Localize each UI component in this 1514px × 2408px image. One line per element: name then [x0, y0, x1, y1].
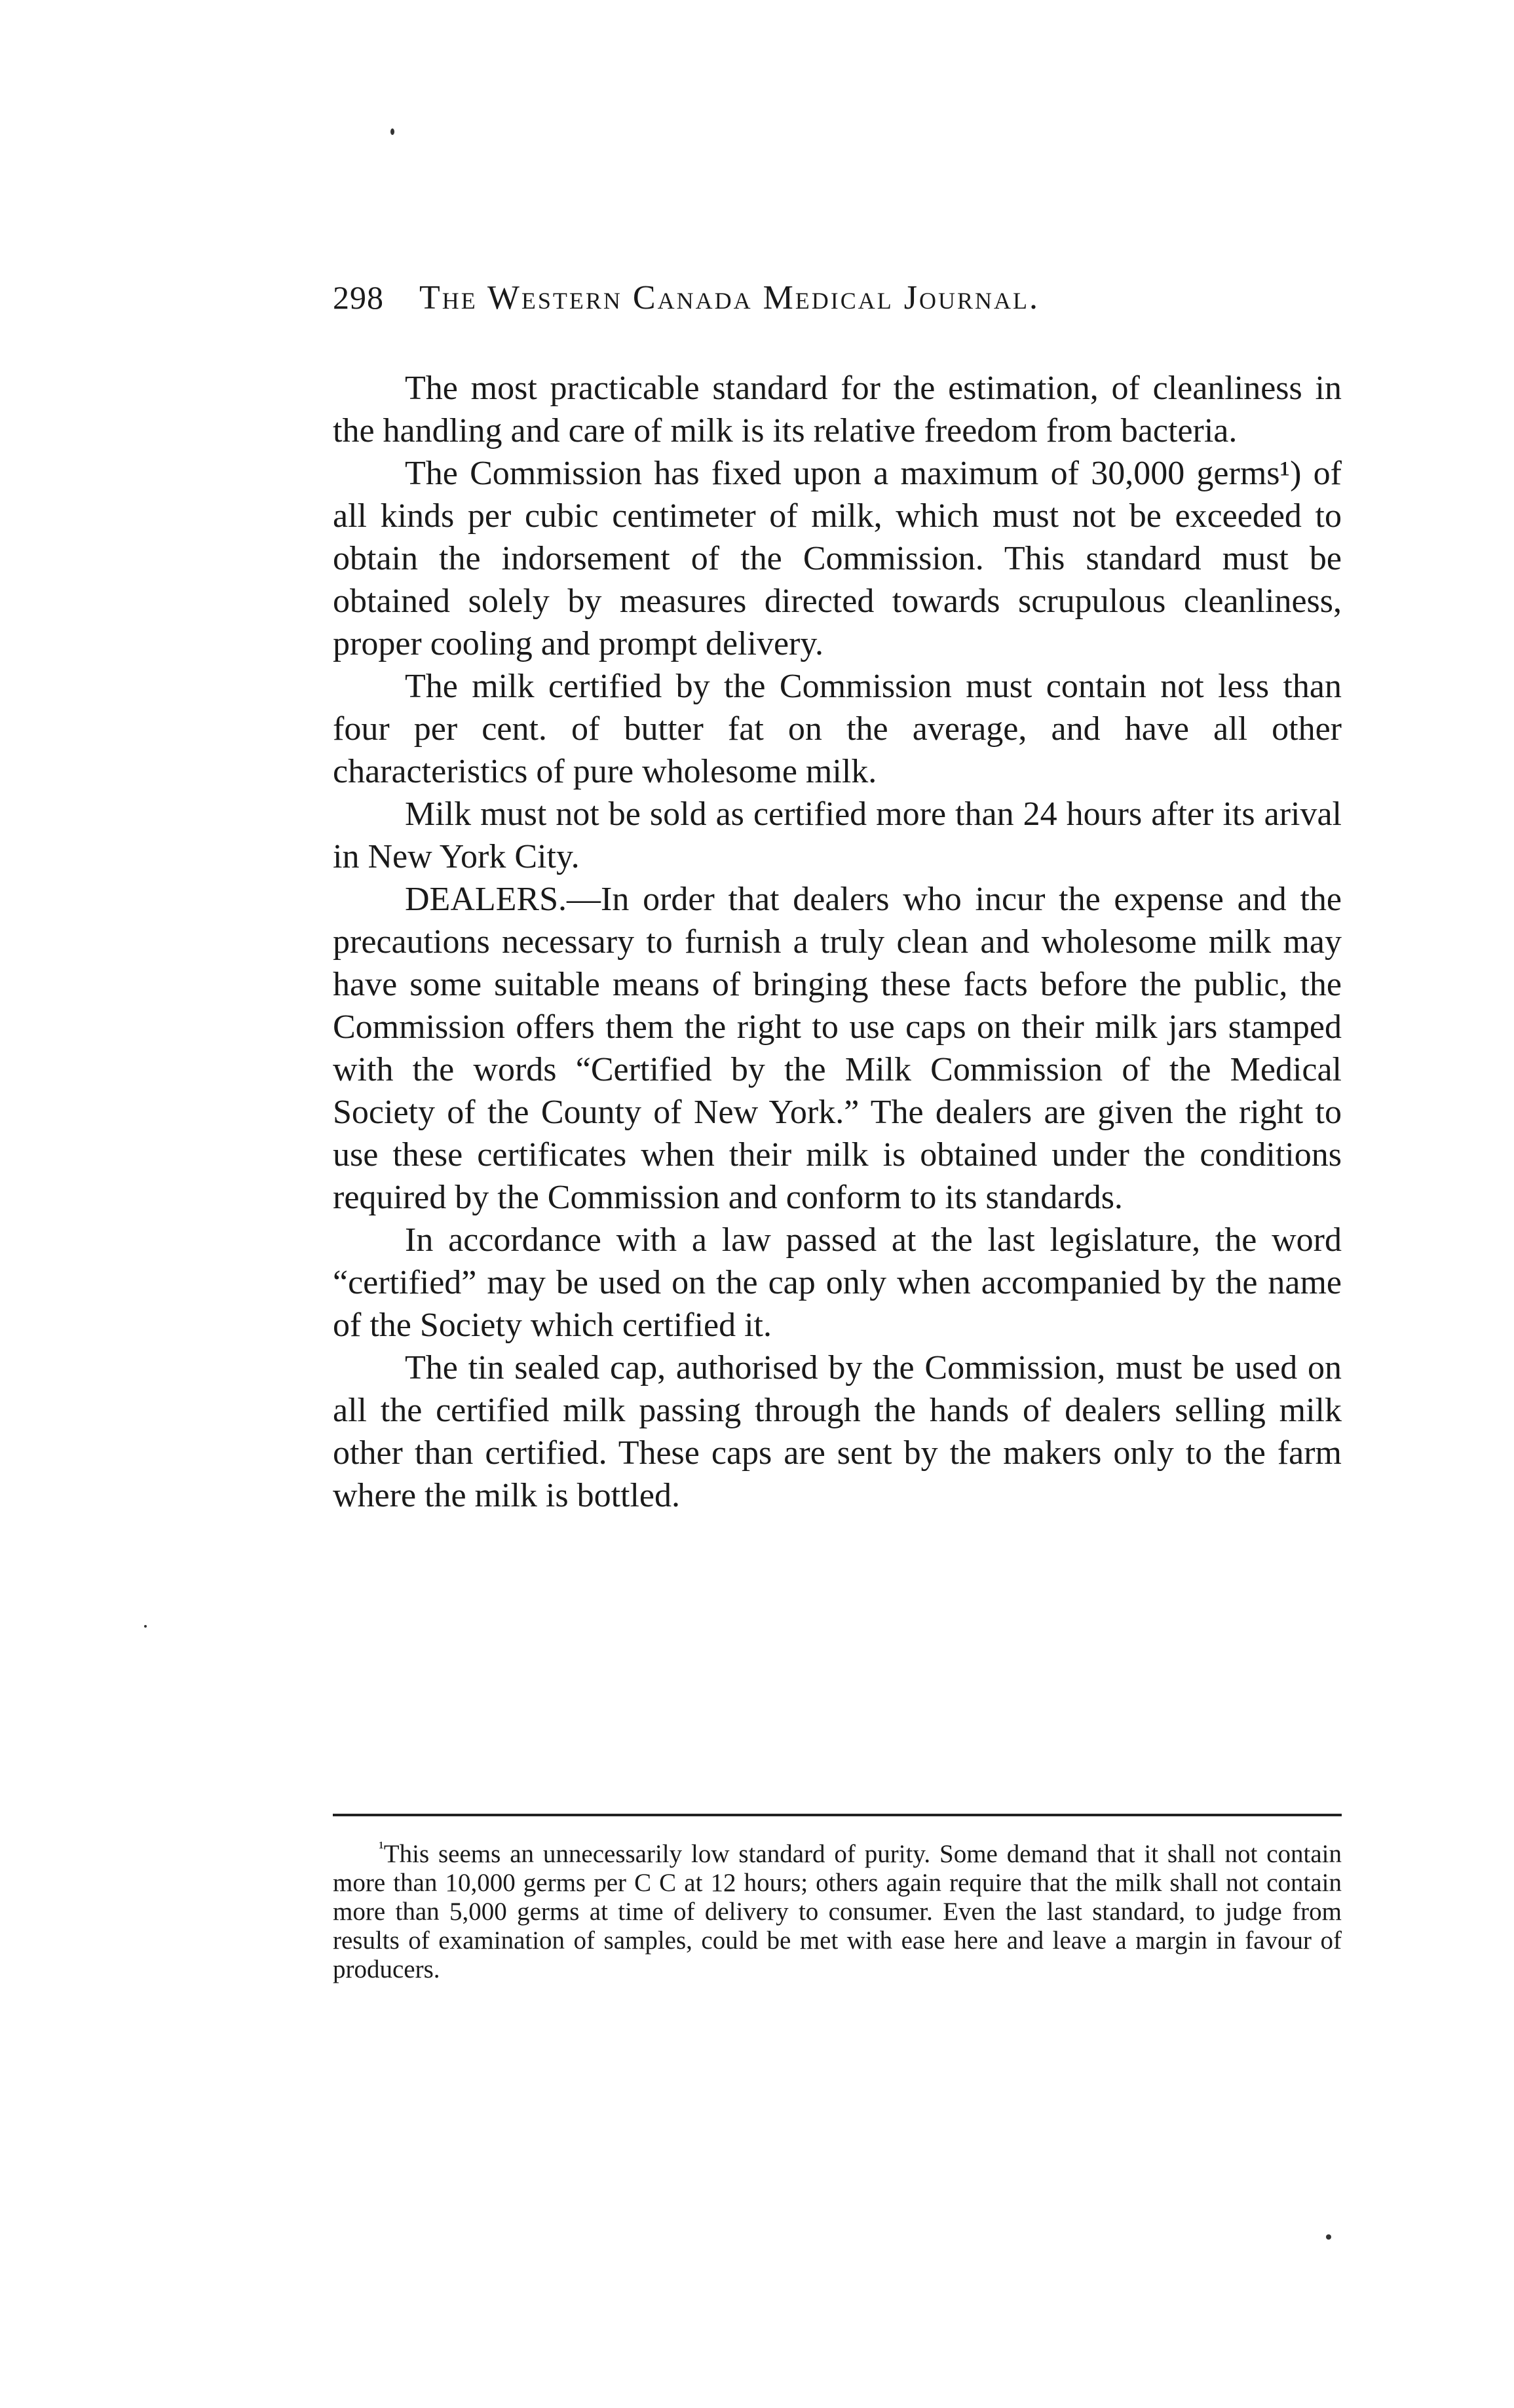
footnote-divider [333, 1814, 1342, 1816]
paragraph-tin-sealed-cap: The tin sealed cap, authorised by the Commission, must be used on all the certified milk passing through the hands of dealers selling milk other than certified. These caps are sent by the makers only to the farm where the milk is bottled. [333, 1349, 1342, 1514]
paragraph-sale-time-limit: Milk must not be sold as certified more than 24 hours after its arival in New York City. [333, 795, 1342, 875]
journal-title: The Western Canada Medical Journal. [419, 279, 1040, 316]
paragraph-dealers: DEALERS.—In order that dealers who incur the expense and the precautions necessary to furnish a truly clean and wholesome milk may have some suitable means of bringing these facts before the public, the Commission offers them the right to use caps on their milk jars stamped with the words “Certified by the Milk Commission of the Medical Society of the County of New York.” The dealers are given the right to use these certificates when their milk is obtained under the conditions required by the Commission and conform to its standards. [333, 881, 1342, 1216]
running-header [333, 278, 1342, 337]
paragraph-bacteria-standard: The most practicable standard for the estimation, of cleanliness in the handling and care of milk is its relative freedom from bacteria. [333, 370, 1342, 449]
paragraph-germ-maximum: The Commission has fixed upon a maximum of 30,000 germs¹) of all kinds per cubic centimeter of milk, which must not be exceeded to obtain the indorsement of the Commission. This standard must be obtained solely by measures directed towards scrupulous cleanliness, proper cooling and prompt delivery. [333, 455, 1342, 662]
page-number: 298 [333, 279, 384, 316]
paragraph-butter-fat: The milk certified by the Commission must contain not less than four per cent. of butter fat on the average, and have all other characteristics of pure wholesome milk. [333, 668, 1342, 790]
body-text [333, 367, 1342, 1517]
ink-speck [1326, 2234, 1331, 2240]
paragraph-certified-law: In accordance with a law passed at the last legislature, the word “certified” may be used on the cap only when accompanied by the name of the Society which certified it. [333, 1221, 1342, 1344]
ink-speck [144, 1625, 147, 1628]
footnote [333, 1840, 1342, 1984]
ink-speck [390, 128, 394, 135]
footnote-marker: ¹ [379, 1838, 384, 1857]
footnote-text: This seems an unnecessarily low standard of purity. Some demand that it shall not contain more than 10,000 germs per C C at 12 hours; others again require that the milk shall not contain more than 5,000 germs at time of delivery to consumer. Even the last standard, to judge from results of examination of samples, could be met with ease here and leave a margin in favour of producers. [333, 1840, 1342, 1983]
